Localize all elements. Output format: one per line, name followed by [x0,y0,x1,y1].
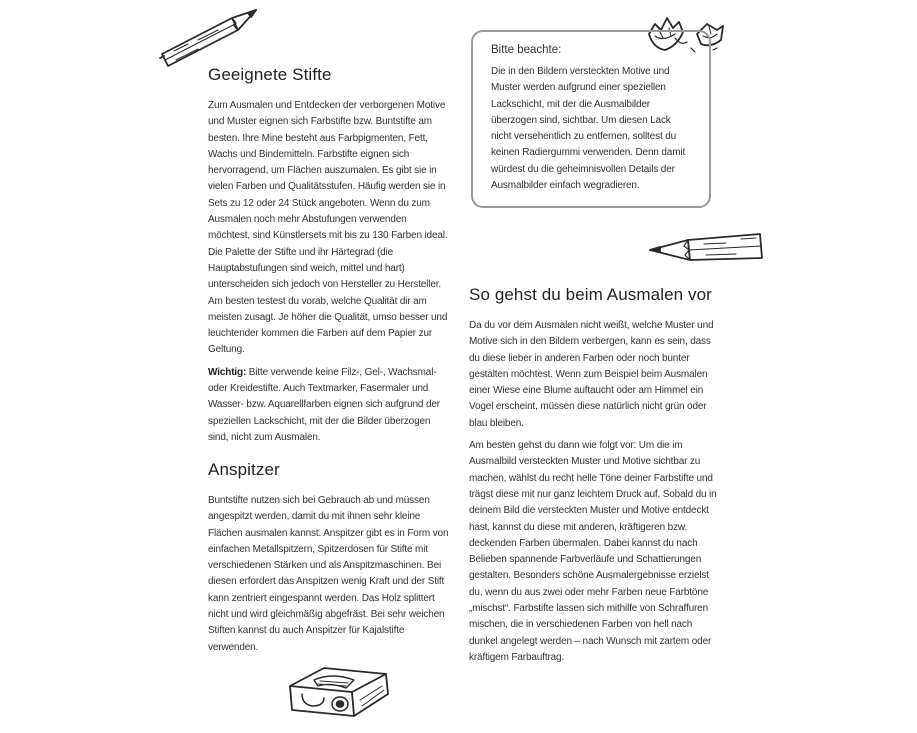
sharpener-illustration [284,660,394,733]
heading-anspitzer: Anspitzer [208,460,280,479]
section-geeignete-stifte [208,64,450,446]
paragraph-stifte: Zum Ausmalen und Entdecken der verborgenen Motive und Muster eignen sich Farbstifte bzw. Buntstifte am besten. Ihre Mine besteht aus Farbpigmenten, Fett, Wachs und Bindemitteln. Farbstifte eignen sich hervorragend, um Flächen auszumalen. Es gibt sie in vielen Farben und Qualitätsstufen. Häufig werden sie in Sets zu 12 oder 24 Stück angeboten. Wenn du zum Ausmalen noch mehr Abstufungen verwenden möchtest, sind Künstlersets mit bis zu 130 Farben ideal. Die Palette der Stifte und ihr Härtegrad (die Hauptabstufungen sind weich, mittel und hart) unterscheiden sich jedoch von Hersteller zu Hersteller. Am besten testest du vorab, welche Qualität dir am meisten zusagt. Je höher die Qualität, umso besser und leuchtender kommen die Farben auf dem Papier zur Geltung. [208,100,448,356]
section-anspitzer [208,459,450,656]
heading-geeignete-stifte: Geeignete Stifte [208,65,332,84]
warning-label: Wichtig: [208,366,247,378]
notice-box [471,30,711,208]
notice-title: Bitte beachte: [491,44,562,56]
heading-ausmalen-vorgehen: So gehst du beim Ausmalen vor [469,285,712,304]
paragraph-anspitzer: Buntstifte nutzen sich bei Gebrauch ab und müssen angespitzt werden, damit du mit ihnen sehr kleine Flächen ausmalen kannst. Anspitzer gibt es in Form von einfachen Metallspitzern, Spitzerdosen für Stifte mit verschiedenen Stärken und als Anspitzmaschinen. Bei diesen erfordert das Anspitzen wenig Kraft und der Stift kann zentriert eingespannt werden. Das Holz splittert nicht und wird gleichmäßig abgefräst. Bei sehr weichen Stiften kannst du auch Anspitzer für Kajalstifte verwenden. [208,495,449,653]
paragraph-vorgehen-1: Da du vor dem Ausmalen nicht weißt, welche Muster und Motive sich in den Bildern verbergen, kann es sein, dass du diese lieber in anderen Farben oder noch bunter gestalten möchtest. Wenn zum Beispiel beim Ausmalen einer Wiese eine Blume auftaucht oder am Himmel ein Vogel erscheint, müssen diese natürlich nicht grün oder blau bleiben. [469,320,714,429]
paragraph-vorgehen-2: Am besten gehst du dann wie folgt vor: Um die im Ausmalbild versteckten Muster und Motive sichtbar zu machen, wählst du recht helle Töne deiner Farbstifte und trägst diese mit nur ganz leichtem Druck auf. Sobald du in deinem Bild die versteckten Muster und Motive entdeckt hast, kannst du diese mit anderen, kräftigeren bzw. deckenden Farben übermalen. Dabei kannst du nach Belieben spannende Farbverläufe und Schattierungen gestalten. Besonders schöne Ausmalergebnisse erzielst du, wenn du aus zwei oder mehr Farben neue Farbtöne „mischst“. Farbstifte lassen sich mithilfe von Schraffuren mischen, die in verschiedenen Farben von hell nach dunkel angelegt werden – nach Wunsch mit zartem oder kräftigem Farbauftrag. [469,440,717,663]
paragraph-wichtig [208,365,450,446]
section-ausmalen-vorgehen [469,284,717,666]
pencil-illustration-right [646,228,766,276]
notice-text: Die in den Bildern versteckten Motive und Muster werden aufgrund einer speziellen Lackschicht, mit der die Ausmalbilder überzogen sind, sichtbar. Um diesen Lack nicht versehentlich zu entfernen, solltest du keinen Radiergummi verwenden. Denn damit würdest du die geheimnisvollen Details der Ausmalbilder einfach wegradieren. [491,66,686,192]
warning-text: Bitte verwende keine Filz-, Gel-, Wachsmal- oder Kreidestifte. Auch Textmarker, Fasermaler und Wasser- bzw. Aquarellfarben eignen sich aufgrund der speziellen Lackschicht, mit der die Bilder überzogen sind, nicht zum Ausmalen. [208,366,440,443]
